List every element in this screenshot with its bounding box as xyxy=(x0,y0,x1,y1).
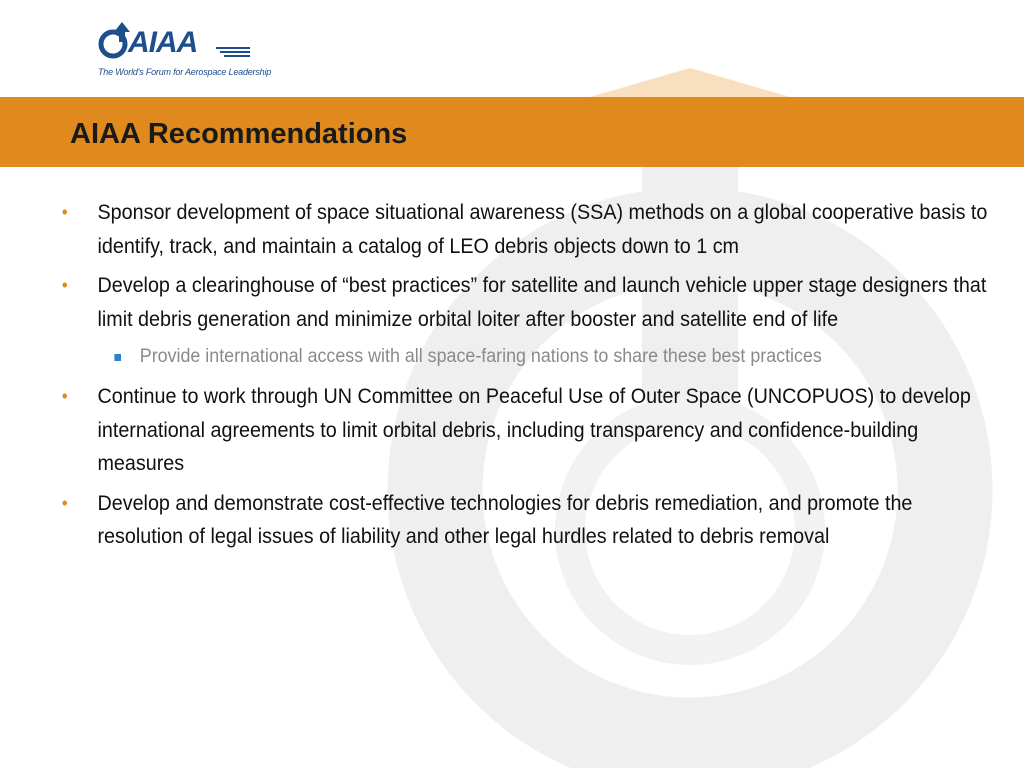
list-item xyxy=(58,196,1000,263)
bullet-text: Develop and demonstrate cost-effective technologies for debris remediation, and promote the resolution of legal issues of liability and other legal hurdles related to debris removal xyxy=(97,491,913,548)
bullet-dot-icon: • xyxy=(61,386,68,406)
list-item xyxy=(58,487,1000,554)
list-item xyxy=(58,380,1000,481)
slide-title: AIAA Recommendations xyxy=(70,118,408,150)
sub-bullet-text: Provide international access with all space-faring nations to share these best practices xyxy=(139,346,822,367)
bullet-dot-icon: • xyxy=(61,202,68,222)
sub-list-item xyxy=(58,342,1024,372)
logo-tagline: The World's Forum for Aerospace Leadership xyxy=(98,67,272,77)
logo-wordmark: AIAA xyxy=(128,26,198,59)
bullet-list xyxy=(58,196,988,560)
list-item xyxy=(58,269,1000,336)
bullet-text: Sponsor development of space situational awareness (SSA) methods on a global cooperative basis to identify, track, and maintain a catalog of LEO debris objects down to 1 cm xyxy=(97,201,988,258)
bullet-text: Continue to work through UN Committee on Peaceful Use of Outer Space (UNCOPUOS) to develop international agreements to limit orbital debris, including transparency and confidence-building measures xyxy=(97,385,971,475)
bullet-dot-icon: • xyxy=(61,492,68,513)
aiaa-logo xyxy=(96,20,272,82)
bullet-dot-icon: • xyxy=(61,275,68,295)
speed-lines-icon xyxy=(216,46,252,58)
bullet-text: Develop a clearinghouse of “best practices” for satellite and launch vehicle upper stage designers that limit debris generation and minimize orbital loiter after booster and satellite end of life xyxy=(97,274,987,331)
square-bullet-icon xyxy=(114,354,121,361)
